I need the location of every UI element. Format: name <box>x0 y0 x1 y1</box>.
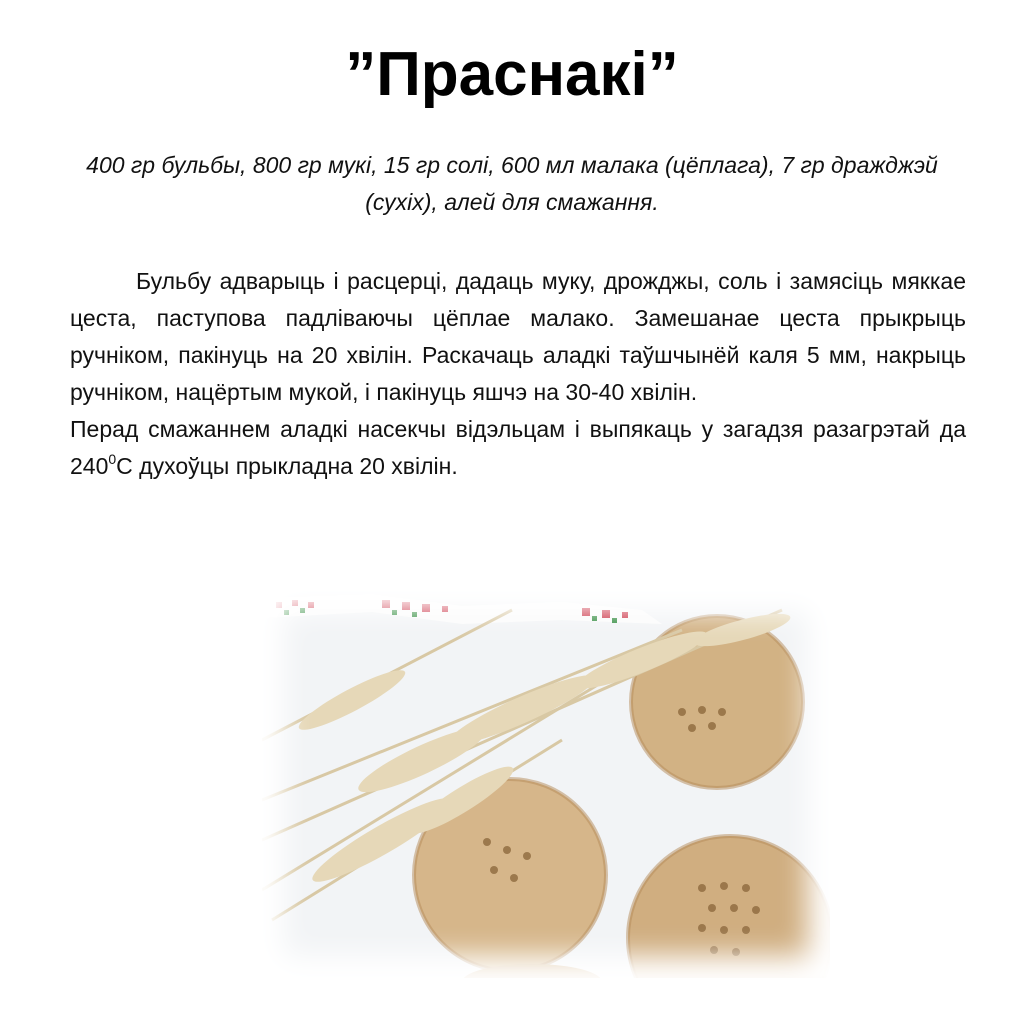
recipe-photo <box>262 590 830 978</box>
method-paragraph-2 <box>70 411 966 485</box>
recipe-title: ”Праснакі” <box>345 40 679 109</box>
method-paragraph-2-end: С духоўцы прыкладна 20 хвілін. <box>116 453 458 479</box>
degree-superscript: 0 <box>108 451 117 467</box>
ingredients-list: 400 гр бульбы, 800 гр мукі, 15 гр солі, 600 мл малака (цёплага), 7 гр дражджэй (сухіх), алей для смажання. <box>86 152 938 215</box>
flatbread-illustration <box>262 590 830 978</box>
method-text <box>70 263 966 485</box>
method-paragraph-1: Бульбу адварыць і расцерці, дадаць муку, дрожджы, соль і замясіць мяккае цеста, паступова падліваючы цёплае малако. Замешанае цеста прыкрыць ручніком, пакінуць на 20 хвілін. Раскачаць аладкі таўшчынёй каля 5 мм, накрыць ручніком, нацёртым мукой, і пакінуць яшчэ на 30-40 хвілін. <box>70 268 966 405</box>
method-paragraph-2-text: Перад смажаннем аладкі насекчы відэльцам і выпякаць у загадзя разагрэтай да 240 <box>70 416 966 479</box>
